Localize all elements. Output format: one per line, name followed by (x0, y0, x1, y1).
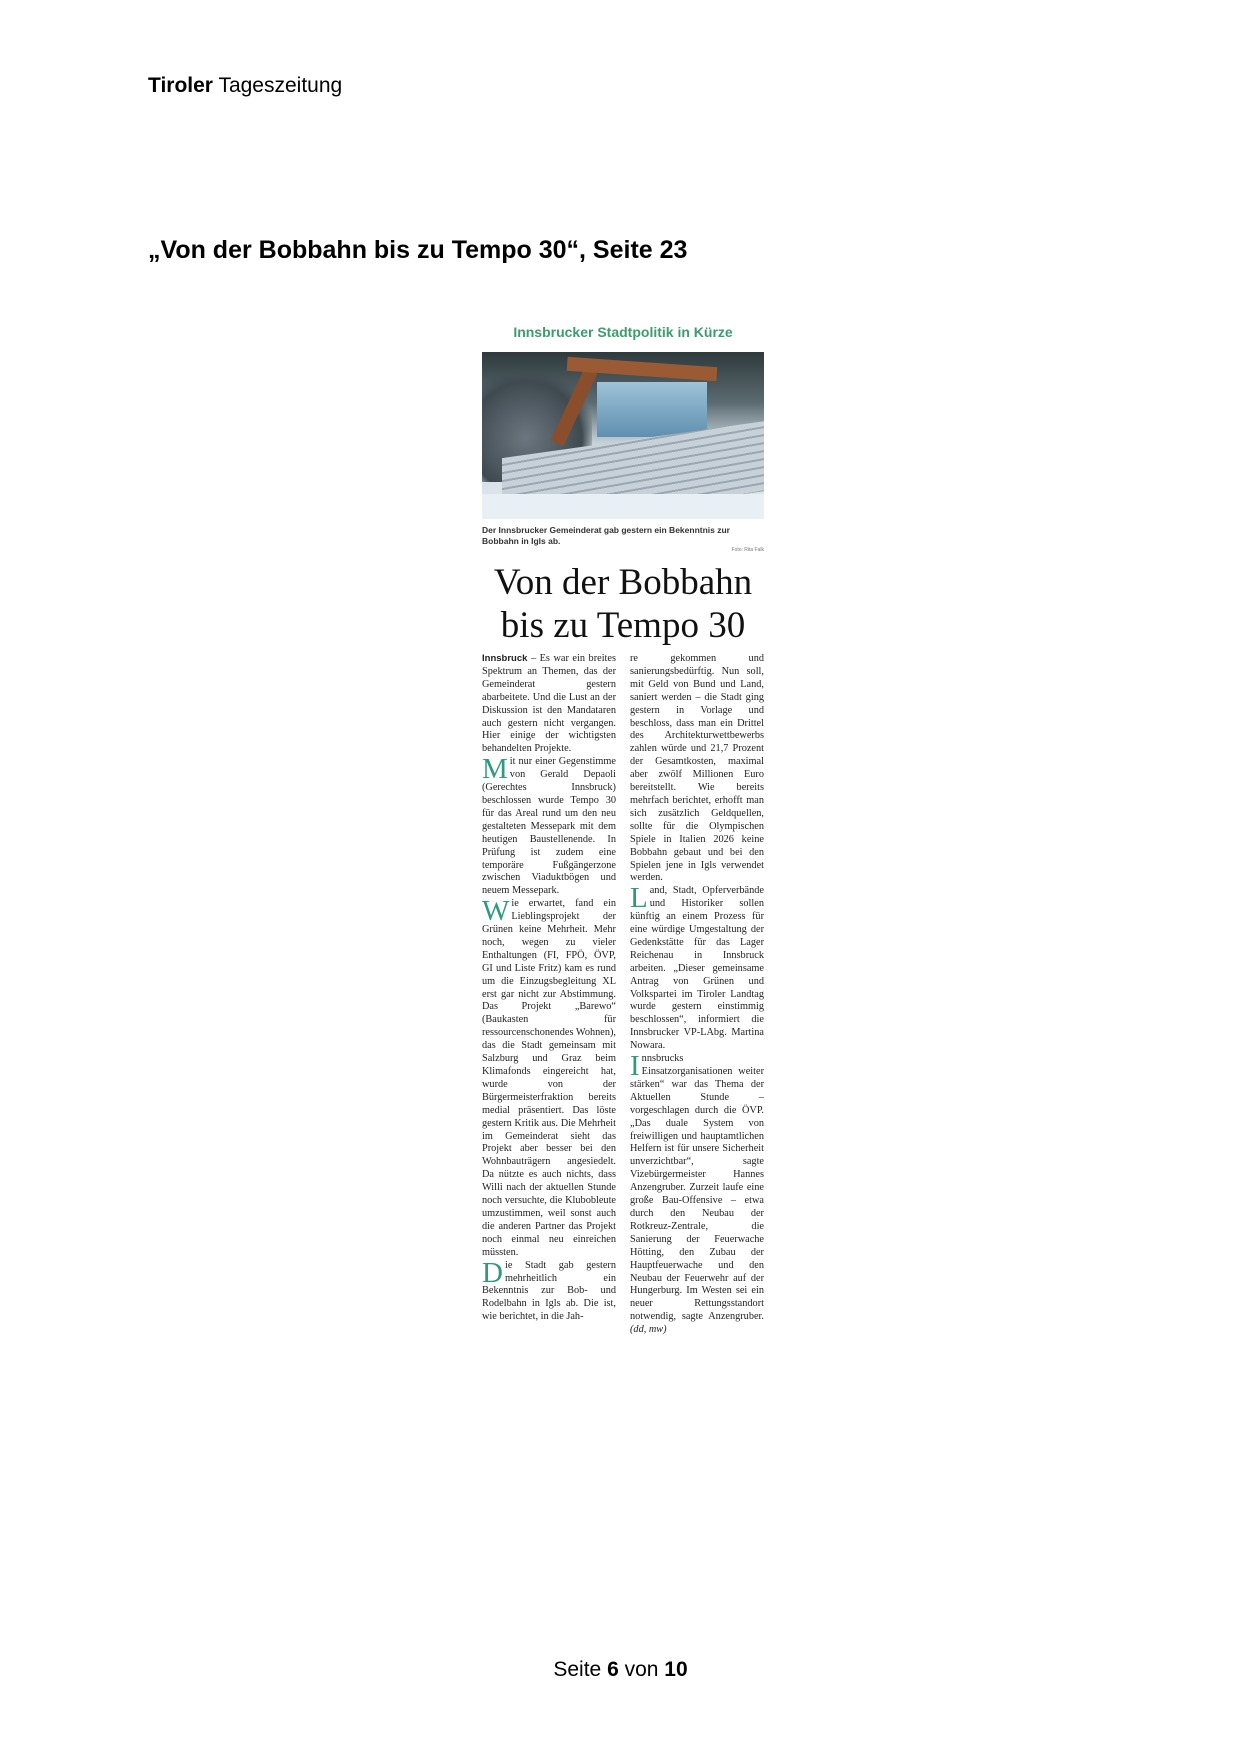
publication-name-rest: Tageszeitung (218, 74, 343, 97)
paragraph-text: nnsbrucks Einsatzorganisationen weiter stärken“ war das Thema der Aktuellen Stunde – vorgeschlagen durch die ÖVP. „Das duale System von freiwilligen und hauptamtlichen Helfern ist für unsere Sicherheit unverzichtbar“, sagte Vizebürgermeister Hannes Anzengruber. Zurzeit laufe eine große Bau-Offensive – etwa durch den Neubau der Rotkreuz-Zentrale, die Sanierung der Feuerwache Hötting, den Zubau der Hauptfeuerwache und den Neubau der Feuerwehr auf der Hungerburg. Im Westen sei ein neuer Rettungsstandort notwendig, sagte Anzengruber. (630, 1053, 764, 1323)
drop-cap: D (482, 1256, 503, 1289)
article-reference: „Von der Bobbahn bis zu Tempo 30“, Seite 23 (148, 236, 688, 264)
publication-name-bold: Tiroler (148, 74, 213, 97)
current-page: 6 (607, 1658, 619, 1681)
dateline: Innsbruck (482, 653, 528, 664)
photo-caption: Der Innsbrucker Gemeinderat gab gestern ein Bekenntnis zur Bobbahn in Igls ab. (482, 525, 730, 546)
paragraph (482, 753, 616, 898)
drop-cap: M (482, 753, 508, 786)
drop-cap: I (630, 1050, 640, 1083)
paragraph (482, 895, 616, 1259)
article-clipping (482, 320, 764, 1337)
title-line-2: bis zu Tempo 30 (500, 605, 746, 646)
drop-cap: L (630, 882, 648, 915)
paragraph-text: – Es war ein breites Spektrum an Themen, das der Gemeinderat gestern abarbeitete. Und die Lust an der Diskussion ist den Mandataren auch gestern nicht vergangen. Hier einige der wichtigsten behandelten Projekte. (482, 653, 616, 755)
page-label: Seite (553, 1658, 602, 1681)
page-of-label: von (624, 1658, 659, 1681)
total-pages: 10 (664, 1658, 688, 1681)
paragraph-text: ie erwartet, fand ein Lieblingsprojekt der Grünen keine Mehrheit. Mehr noch, wegen zu vieler Enthaltungen (FI, FPÖ, ÖVP, GI und Liste Fritz) kam es rund um die Einzugsbegleitung XL erst gar nicht zur Abstimmung. Das Projekt „Barewo“ (Baukasten für ressourcenschonendes Wohnen), das die Stadt gemeinsam mit Salzburg und Graz beim Klimafonds eingereicht hat, wurde von der Bürgermeisterfraktion bereits medial präsentiert. Das löste gestern Kritik aus. Die Mehrheit im Gemeinderat sieht das Projekt aber besser bei den Wohnbauträgern angesiedelt. Da nützte es auch nichts, dass Willi nach der aktuellen Stunde noch versuchte, die Klubobleute umzustimmen, weil sonst auch die anderen Partner das Projekt noch einmal neu einreichen müssten. (482, 898, 616, 1258)
paragraph (482, 1256, 616, 1325)
publication-name (148, 74, 342, 98)
paragraph (630, 882, 764, 1053)
paragraph-text: and, Stadt, Opferverbände und Historiker sollen künftig an einem Prozess für eine würdige Umgestaltung der Gedenkstätte für das Lager Reichenau in Innsbruck arbeiten. „Dieser gemeinsame Antrag von Grünen und Volkspartei im Tiroler Landtag wurde gestern einstimmig beschlossen“, informiert die Innsbrucker VP-LAbg. Martina Nowara. (630, 885, 764, 1052)
paragraph-text: ie Stadt gab gestern mehrheitlich ein Bekenntnis zur Bob- und Rodelbahn in Igls ab. Die ist, wie berichtet, in die Jah- (482, 1259, 616, 1323)
drop-cap: W (482, 895, 510, 928)
article-kicker: Innsbrucker Stadtpolitik in Kürze (513, 324, 733, 340)
article-photo (482, 352, 764, 519)
paragraph-text: it nur einer Gegenstimme von Gerald Depaoli (Gerechtes Innsbruck) beschlossen wurde Tempo 30 für das Areal rund um den neu gestalteten Messepark mit dem heutigen Baustellenende. In Prüfung ist zudem eine temporäre Fußgängerzone zwischen Viaduktbögen und neuem Messepark. (482, 756, 616, 897)
article-body (482, 653, 764, 1337)
title-line-1: Von der Bobbahn (493, 562, 753, 603)
paragraph (630, 653, 764, 885)
page-number (0, 1658, 1241, 1682)
author-initials: (dd, mw) (630, 1324, 667, 1336)
column-1 (482, 653, 616, 1337)
paragraph (482, 653, 616, 756)
article-title (482, 561, 764, 647)
paragraph-text: re gekommen und sanierungsbedürftig. Nun soll, mit Geld von Bund und Land, saniert werden – die Stadt ging gestern in Vorlage und beschloss, dass man ein Drittel des Architekturwettbewerbs zahlen würde und 21,7 Prozent der Gesamtkosten, maximal aber zwölf Millionen Euro bereitstellt. Wie bereits mehrfach berichtet, erhofft man sich zusätzlich Geldquellen, sollte für die Olympischen Spiele in Italien 2026 keine Bobbahn gebaut und bei den Spielen jene in Igls verwendet werden. (630, 653, 764, 884)
column-2 (630, 653, 764, 1337)
paragraph (630, 1050, 764, 1337)
photo-credit: Foto: Rita Falk (731, 547, 764, 553)
